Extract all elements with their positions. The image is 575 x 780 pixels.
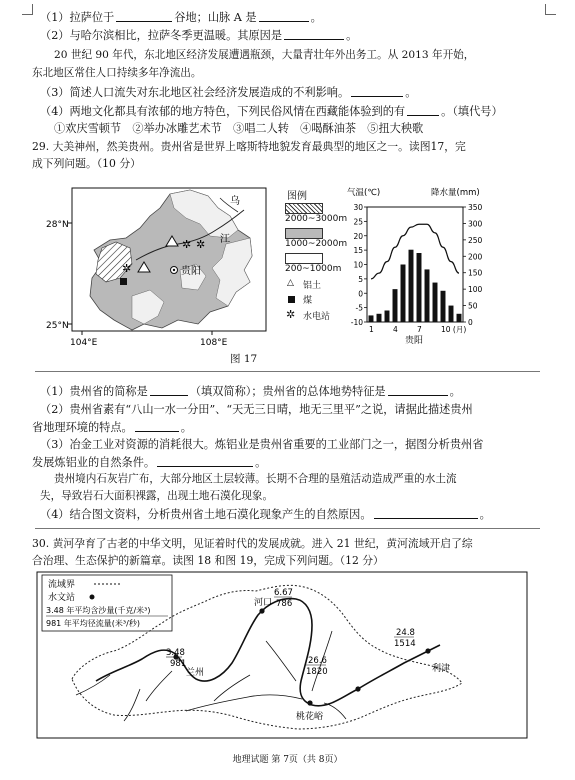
station-taohuayu-name: 桃花峪 [296,712,324,722]
q28-options: ①欢庆雪顿节 ②举办冰雕艺术节 ③唱二人转 ④喝酥油茶 ⑤扭大秧歌 [54,122,424,135]
right-tick-label: 100 [468,285,483,295]
x-tick-label: 10 (月) [441,325,467,334]
temperature-line [371,224,459,279]
legend-title: 图例 [287,191,307,202]
latitude-label-28: 28°N [46,220,69,230]
climate-chart-guiyang [345,185,495,355]
left-tick-label: 0 [358,289,363,299]
legend-label-low: 200~1000m [285,264,342,274]
svg-text:✲: ✲ [182,238,192,251]
chart-station-label: 贵阳 [405,336,424,346]
latitude-label-25: 25°N [46,321,69,331]
q28-part3: （3）简述人口流失对东北地区社会经济发展造成的不利影响。 。 [40,86,417,99]
q29-part2-line2: 省地理环境的特点。 。 [32,421,192,434]
station-lanzhou-flow: 981 [170,659,187,669]
precipitation-bar [417,253,422,322]
answer-blank [135,420,179,432]
longitude-label-104: 104°E [70,338,98,348]
answer-blank [374,507,478,519]
yellow-river-map [36,571,528,739]
legend-sediment-label: 3.48 年平均含沙量(千克/米³) [46,606,151,615]
precipitation-bar [377,314,382,322]
river-label-jiang: 江 [220,234,230,245]
station-lijin-mouth [425,648,430,653]
q29-part3-line1: （3）冶金工业对资源的消耗很大。炼铝业是贵州省重要的工业部门之一，据图分析贵州省 [40,438,484,451]
q28-paragraph-2: 东北地区常住人口持续多年净流出。 [32,67,202,79]
q29-intro-1: 29. 大美神州，然美贵州。贵州省是世界上喀斯特地貌发育最典型的地区之一。读图17，完 [32,140,466,153]
answer-blank [157,455,253,467]
chart-frame [367,207,463,322]
q28-part4: （4）两地文化都具有浓郁的地方特色，下列民俗风情在西藏能体验到的有 。（填代号） [40,105,503,118]
q29-part3-line2: 发展炼铝业的自然条件。 。 [32,456,267,469]
legend-swatch-high [285,203,323,214]
legend-aluminum-icon: △ [287,278,294,288]
q29-paragraph-2: 失，导致岩石大面积裸露，出现土地石漠化现象。 [40,490,274,502]
precipitation-bar [385,311,390,323]
right-tick-label: 200 [468,252,483,262]
legend-coal-icon [288,296,295,303]
precipitation-bar [401,265,406,323]
answer-blank [407,104,439,116]
river-label-wu: 乌 [230,196,240,207]
precipitation-bar [433,283,438,322]
precipitation-bar [425,269,430,322]
city-label-guiyang: 贵阳 [181,266,201,277]
q28-part2: （2）与哈尔滨相比，拉萨冬季更温暖。其原因是 。 [40,29,358,42]
station-hekou-flow: 786 [276,599,293,609]
precipitation-bar [409,250,414,322]
station-taohuayu [307,700,312,705]
station-lanzhou-name: 兰州 [186,668,205,678]
legend-label-mid: 1000~2000m [285,239,348,249]
page-footer: 地理试题 第 7页（共 8页） [232,755,343,765]
guizhou-map [40,178,290,358]
station-hekou [259,608,264,613]
station-lijin-flow: 1514 [394,639,416,649]
station-lijin-sediment: 24.8 [396,628,415,638]
answer-blank [388,384,448,396]
precipitation-bar [369,315,374,322]
legend-label-high: 2000~3000m [285,214,348,224]
longitude-label-108: 108°E [200,338,228,348]
hydropower-station-icon [122,262,131,275]
right-tick-label: 350 [468,203,483,212]
left-tick-label: 20 [353,231,363,241]
q29-part2-line1: （2）贵州省素有“八山一水一分田”、“天无三日晴，地无三里平”之说，请据此描述贵州 [40,403,473,416]
hydropower-station-icon [196,238,205,251]
q30-intro-1: 30. 黄河孕育了古老的中华文明，见证着时代的发展成就。进入 21 世纪，黄河流域开启了综 [32,537,473,550]
right-tick-label: 250 [468,235,483,245]
legend-label-coal: 煤 [303,296,313,306]
right-tick-label: 50 [468,301,478,311]
left-tick-label: 25 [353,217,363,227]
divider [35,371,540,372]
precipitation-bar [393,289,398,322]
left-tick-label: 15 [353,246,363,256]
right-axis-label: 降水量(mm) [431,188,480,198]
answer-blank [351,85,403,97]
left-tick-label: -10 [350,318,363,327]
left-tick-label: 30 [353,203,363,212]
coal-icon [120,278,127,285]
q30-intro-2: 合治理、生态保护的新篇章。读图 18 和图 19，完成下列问题。（12 分） [32,554,384,567]
station-lijin [355,686,360,691]
legend-label-aluminum: 铝土 [303,281,322,291]
left-tick-label: 5 [358,274,363,284]
q28-paragraph-1: 20 世纪 90 年代，东北地区经济发展遭遇瓶颈，大量青壮年外出务工。从 2013 年开始， [54,49,475,61]
legend-label-hydro: 水电站 [303,312,331,322]
precipitation-bar [449,306,454,322]
answer-blank [116,10,172,22]
station-hekou-name: 河口 [254,598,273,608]
station-taohuayu-flow: 1820 [306,667,328,677]
corner-mark-top-right [545,4,556,15]
answer-blank [150,384,188,396]
legend-flow-label: 981 年平均径流量(米³/秒) [46,619,140,628]
right-tick-label: 0 [468,318,473,327]
legend-station-label: 水文站 [48,593,76,603]
left-tick-label: 10 [353,260,363,270]
legend-hydro-icon: ✲ [286,308,296,321]
figure-17-caption: 图 17 [230,353,258,365]
legend-boundary-label: 流域界 [48,580,76,590]
x-tick-label: 1 [369,325,374,334]
left-axis-label: 气温(℃) [347,188,381,198]
q28-part1: （1）拉萨位于 谷地；山脉 A 是 。 [40,11,322,24]
svg-text:✲: ✲ [196,238,206,251]
station-lanzhou-sediment: 3.48 [166,648,185,658]
right-tick-label: 300 [468,219,483,229]
q29-part4: （4）结合图文资料，分析贵州省土地石漠化现象产生的自然原因。 。 [40,508,491,521]
svg-text:✲: ✲ [122,262,132,275]
q29-part1: （1）贵州省的简称是 （填双简称）；贵州省的总体地势特征是 。 [40,385,461,398]
legend-swatch-mid [285,228,323,239]
x-tick-label: 7 [417,325,422,334]
station-lijin-name: 利津 [432,664,451,674]
precipitation-bar [441,291,446,322]
right-tick-label: 150 [468,268,483,278]
legend-station-icon [90,595,95,600]
precipitation-bar [457,314,462,322]
legend-swatch-low [285,253,323,264]
hydropower-station-icon [182,238,191,251]
q29-paragraph-1: 贵州境内石灰岩广布，大部分地区土层较薄。长期不合理的垦殖活动造成严重的水土流 [54,473,457,485]
left-tick-label: -5 [355,303,363,313]
answer-blank [284,28,344,40]
q29-intro-2: 成下列问题。（10 分） [32,157,141,170]
corner-mark-top-left [22,4,33,15]
station-taohuayu-sediment: 26.6 [308,656,327,666]
x-tick-label: 4 [393,325,398,334]
answer-blank [259,10,309,22]
divider [35,528,540,529]
station-hekou-sediment: 6.67 [274,588,293,598]
